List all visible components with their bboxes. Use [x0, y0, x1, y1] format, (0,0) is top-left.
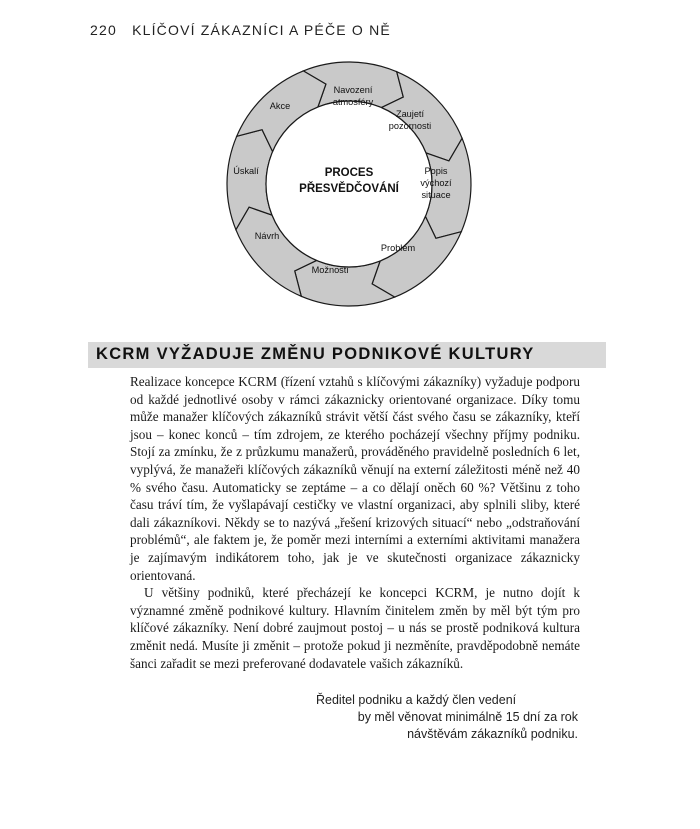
pull-quote [248, 692, 578, 743]
segment-label: Popis [424, 166, 448, 176]
paragraph: U většiny podniků, které přecházejí ke koncepci KCRM, je nutno dojít k významné změně podnikové kultury. Hlavním činitelem změn by měl být tým pro klíčové zákazníky. Není dobré zaujmout postoj – u nás se prostě podniková kultura změnit nedá. Musíte ji změnit – protože pokud ji nezměníte, pravděpodobně nemáte šanci zařadit se mezi preferované dodavatele vašich zákazníků. [130, 585, 580, 671]
segment-uskali [233, 166, 259, 176]
segment-problem [381, 243, 416, 253]
segment-popis-vychozi-situace [420, 166, 452, 200]
section-title: KCRM VYŽADUJE ZMĚNU PODNIKOVÉ KULTURY [96, 345, 535, 363]
segment-label: Akce [269, 101, 291, 111]
segment-akce [270, 101, 290, 111]
segment-label: výchozí [420, 178, 452, 188]
segment-label: Úskalí [233, 166, 259, 176]
section-heading-bar [88, 342, 606, 368]
segment-label: Navození [333, 85, 373, 95]
quote-line: návštěvám zákazníků podniku. [407, 727, 578, 741]
segment-label: Možnosti [311, 265, 349, 275]
segment-moznosti [312, 265, 349, 275]
paragraph: Realizace koncepce KCRM (řízení vztahů s klíčovými zákazníky) vyžaduje podporu od každé jednotlivé osoby v rámci zákaznicky orientované organizace. Díky tomu může manažer klíčových zákazníků strávit větší část svého času se zákazníky, kteří jsou – konec konců – tím zdrojem, ze kterého pocházejí všechny příjmy podniku. Stojí za zmínku, že z průzkumu manažerů, prováděného pravidelně posledních 6 let, vyplývá, že manažeři klíčových zákazníků věnují na externí záležitosti méně než 40 % svého času. Automaticky se zeptáme – a co dělají oněch 60 %? Většinu z toho času tráví tím, že vyšlapávají cestičky ve vlastní organizaci, aby splnili sliby, které dali zákazníkovi. Někdy se to nazývá „řešení krizových situací“ nebo „odstraňování problémů“, ale faktem je, že poměr mezi interními a externími aktivitami manažera je zajímavým indikátorem toho, jak je ve skutečnosti organizace zákaznicky orientovaná. [130, 374, 580, 583]
center-label-line2: PŘESVĚDČOVÁNÍ [299, 183, 399, 195]
segment-label: Návrh [254, 231, 280, 241]
segment-label: pozornosti [388, 121, 432, 131]
running-header [90, 22, 391, 38]
segment-navrh [255, 231, 280, 241]
segment-label: Problém [380, 243, 416, 253]
center-label-line1: PROCES [324, 167, 374, 179]
page-number: 220 [90, 22, 117, 38]
persuasion-process-diagram [200, 55, 500, 325]
body-text [130, 373, 580, 672]
segment-label: Zaujetí [395, 109, 425, 119]
segment-label: situace [421, 190, 451, 200]
quote-line: by měl věnovat minimálně 15 dní za rok [357, 710, 578, 724]
segment-label: atmosféry [332, 97, 374, 107]
quote-line: Ředitel podniku a každý člen vedení [316, 693, 517, 707]
running-title: KLÍČOVÍ ZÁKAZNÍCI A PÉČE O NĚ [132, 22, 391, 38]
